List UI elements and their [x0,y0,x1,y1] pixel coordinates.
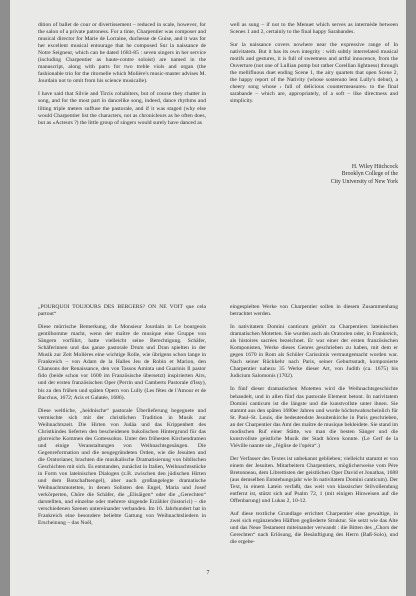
author-affiliation: City University of New York [330,178,398,185]
german-text-column-left [38,304,206,527]
paragraph: Diese mürrische Bemerkung, die Monsieur Jourdain in Le bourgeois gentilhomme macht, wenn der maître de musique eine Gruppe von Sängern vorführt, hatte vielleicht seine Berechtigung. Schäfer, Schäferinnen und das ganze pastorale Drum und Dran spielten in der Musik zur Zeit Molières eine wichtige Rolle, wie übrigens schon lange in Frankreich – von Adam de la Halles Jeu de Robin et Marion, den Chansons der Renaissance, den von Tassos Aminta und Guarinis Il pastor fido (beide schon vor 1600 im Französische übersetzt) inspirierten Airs, und der ersten französischen Oper (Perrin und Camberts Pastorale d'Issy), bis zu den frühen und späten Opern von Lully (Les fêtes de l'Amour et de Bacchus, 1672; Acis et Galatée, 1686). [38,324,206,401]
page-number: 7 [206,570,210,576]
paragraph: Diese weltliche, „heidnische“ pastorale Überlieferung begegnete und vermischte sich mit der christlichen Tradition in Musik zur Weihnachtszeit. Die Hirten von Judäa und das Krippenbett des Christkindes lieferten den bescheidenen bukolischen Hintergrund für das glorreiche Kommen des Gottessohns. Unter den frühesten Kirchendramen und einige Veranstaltungen von Weihnachtsgesängen. Die Gegenreformation und die neugegründeten Orden, wie die Jesuiten und die Oratorianer, brachten die musikalische Dramatisierung von biblischen Geschichten mit sich. Es entstanden, zunächst in Italien, Weihnachtsstücke in Form von lateinischen Dialogen (z.B. zwischen den jüdischen Hirten und dem Botschaftsengel), aber auch großangelegte dramatische Weihnachtsmotetten, in denen Solisten den Engel, Maria und Josef verkörperten, Chöre die Schäfer, die „Elisäigen“ oder die „Gerechten“ darstellten, und einzelne oder mehrere singende Erzähler (historici) – die verschiedenen Szenen untereinander verbanden. Im 16. Jahrhundert hat in Frankreich eine besondere beliebte Gattung von Weihnachtsliedern in Erscheinung – das Noël, [38,407,206,527]
paragraph: Der Verfasser des Textes ist unbekannt geblieben; vielleicht stammt er von einem der Jesuiten. Mitarbeitern Charpentiers, möglicherweise vom Père Bretonneau, dem Librettisten der geistlichen Oper David et Jonathas, 1688 (aus demselben Entstehungsjahr wie In nativitatem Domini canticum). Der Text, in einem Latein verfaßt, das weit von klassischer Stilvollendung entfernt ist, stützt sich auf Psalm 72, 1 (mit einigen Hinweisen auf die Offenbarung) und Lukas 2, 10-12. [230,455,398,505]
english-text-column-left [38,22,206,127]
paragraph: In nativitatem Domini canticum gehört zu Charpentiers lateinischen dramatischen Motetten. Sie wurden auch als Oratorien oder, in Frankreich, als histoires sacrées bezeichnet. Er war einer der ersten französischen Komponisten, Werke dieses Genres geschrieben zu haben, mit dem er gegen 1670 in Rom als Schüler Carissimis vertrautgemacht worden war. Nach seiner Rückkehr nach Paris, seiner Geburtsstadt, komponierte Charpentier nahezu 35 Werke dieser Art, von Judith (ca. 1675) bis Judicium Salomonis (1702). [230,324,398,380]
author-signature [230,164,398,186]
paragraph: Auf diese textliche Grundlage errichtet Charpentier eine gewaltige, in zwei sich ergänzenden Hälften gegliederte Struktur. Sie setzt wie das Alte und das Neue Testament miteinander verwandt : die Bitten des „Chors der Gerechten“ nach Erlösung, die Besänftigung des Herrn (Baß-Solo), und die ergebe- [230,511,398,546]
paragraph: I have said that Silvie and Tircis cohabiters, but of course they chatter in song, and for the most part in dancelike song, indeed, dance rhythms and lilting triple meters suffuse the pastorale, and if it was staged (why else would Charpentier list the characters, not as chronicleurs as he often does, but as «Acteurs ?) the little group of singers would surely have danced as [38,91,206,126]
german-text-column-right [230,304,398,546]
paragraph: dition of ballet de cour or divertissement – reduced in scale, however, for the salon of a private patroness. For a time, Charpentier was composer and musical director for Marie de Lorraine, duchesse de Guise, and it was for her excellent musical entourage that he composed Sur la naissance de Notre Seigneur, which can be dated 1683-85 : seven singers in her service (including Charpentier as haute-contre soloist) are named in the manuscript, along with parts for two treble viols and organ (the fashionable trio for the ritornelle which Molière's music-master advises M. Jourdain not to omit from his science musicalle). [38,22,206,85]
paragraph: In fünf dieser dramatischen Motetten wird die Weihnachtsgeschichte behandelt, und in allen fünf das pastorale Element betont. In nativitatem Domini canticum ist die längste und die kunstvollste unter ihnen. Sie stammt aus den späten 1680er Jahren und wurde höchstwahrscheinlich für St. Paul–St. Louis, die bedeutendste Jesuitenkirche in Paris geschrieben, an der Charpentier das Amt des maître de musique bekleidete. Sie stand im modischen Ruf einer Stätte, wo man die besten Sänger und die kunstvollste geistliche Musik der Stadt hören konnte. (Le Cerf de la Viéville nannte sie „l'église de l'opéra“.) [230,386,398,449]
paragraph: Sur la naissance covers nowhere near the expressive range of In nativitatem. But it has its own integrity : with subtly interrelated musical motifs and gestures, it is full of sweetness and artful innocence, from the Ouverture (not one of Lullian pomp but rather Corellian lightness) through the mellifluous duet ending Scene 1, the airy quartets that open Scene 2, the happy report of the Nativity (whose sostenuto lent Lully's debut), a cheery song whose ‹ full of delicious countermeasures› to the final sarabande – which are, appropriately, of a soft – like directness and simplicity. [230,42,398,105]
english-text-column-right [230,22,398,106]
author-name: H. Wiley Hitchcock [351,164,398,170]
author-affiliation: Brooklyn College of the [341,171,398,178]
paragraph: eingespielten Werke von Charpentier sollen in diesem Zusammenhang betrachtet werden. [230,304,398,318]
section-heading: „POURQUOI TOUJOURS DES BERGERS? ON NE VOIT que cela partout“ [38,304,206,318]
document-page [10,0,406,596]
paragraph: well as sung – if not to the Menuet which serves as intermède between Scenes 1 and 2, certainly to the final happy Sarabandes. [230,22,398,36]
